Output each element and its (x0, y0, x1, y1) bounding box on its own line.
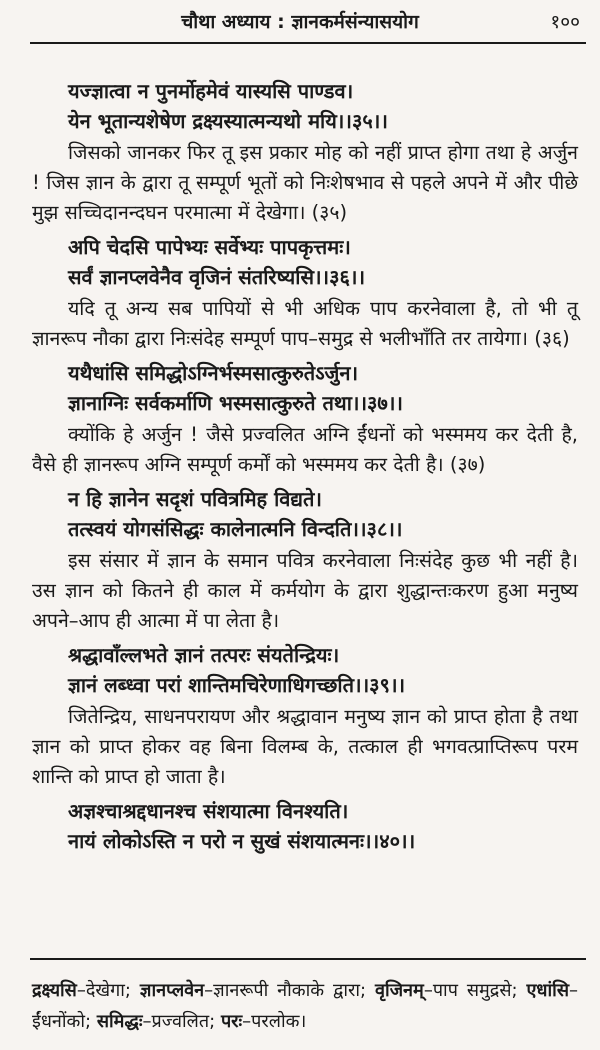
verse-line: यज्ज्ञात्वा न पुनर्मोहमेवं यास्यसि पाण्डव। (68, 79, 354, 103)
verse-line: यथैधांसि समिद्धोऽग्निर्भस्मसात्कुरुतेऽर्जुन। (68, 361, 359, 385)
verse-block (32, 76, 578, 228)
glossary-term: एधांसि (526, 980, 569, 1001)
verse-line: अज्ञश्चाश्रद्दधानश्च संशयात्मा विनश्यति। (68, 799, 349, 823)
verse-translation: जिसको जानकर फिर तू इस प्रकार मोह को नहीं प्राप्त होगा तथा हे अर्जुन ! जिस ज्ञान के द्वारा तू सम्पूर्ण भूतों को निःशेषभाव से पहले अपने में और पीछे मुझ सच्चिदानन्दघन परमात्मा में देखेगा। (३५) (32, 141, 578, 224)
glossary-term: द्रक्ष्यसि (32, 980, 77, 1001)
verse-line: तत्स्वयं योगसंसिद्धः कालेनात्मनि विन्दति।।३८।। (68, 517, 403, 541)
glossary-term: ज्ञानप्लवेन (139, 980, 205, 1001)
verse-block (32, 796, 578, 856)
verse-line: नायं लोकोऽस्ति न परो न सुखं संशयात्मनः।।४०।। (68, 829, 416, 853)
header-rule (30, 42, 586, 44)
verse-line: ज्ञानाग्निः सर्वकर्माणि भस्मसात्कुरुते तथा।।३७।। (68, 391, 403, 415)
verse-line: न हि ज्ञानेन सदृशं पवित्रमिह विद्यते। (68, 487, 322, 511)
verse-line: ज्ञानं लब्ध्वा परां शान्तिमचिरेणाधिगच्छति।।३९।। (68, 673, 406, 697)
verse-block (32, 640, 578, 792)
glossary-term: समिद्धः (96, 1011, 143, 1032)
page-number: १०० (550, 11, 580, 33)
glossary-meaning: –परलोक। (242, 1011, 307, 1032)
verse-line: अपि चेदसि पापेभ्यः सर्वेभ्यः पापकृत्तमः। (68, 235, 351, 259)
verse-line: येन भूतान्यशेषेण द्रक्ष्यस्यात्मन्यथो मयि।।३५।। (68, 109, 388, 133)
glossary-term: वृजिनम् (375, 980, 424, 1001)
glossary-meaning: –ज्ञानरूपी नौकाके द्वारा; (204, 980, 376, 1001)
verse-block (32, 484, 578, 636)
page-header (0, 0, 600, 42)
verse-translation: जितेन्द्रिय, साधनपरायण और श्रद्धावान मनुष्य ज्ञान को प्राप्त होता है तथा ज्ञान को प्राप्त होकर वह बिना विलम्ब के, तत्काल ही भगवत्प्राप्तिरूप परम शान्ति को प्राप्त हो जाता है। (32, 705, 578, 788)
glossary-meaning: –देखेगा; (76, 980, 140, 1001)
footnote-rule (30, 958, 586, 960)
glossary-meaning: –प्रज्वलित; (142, 1011, 221, 1032)
glossary-meaning: –ईंधनोंको; (32, 980, 578, 1032)
word-glossary (32, 975, 578, 1037)
main-text (32, 76, 578, 856)
verse-block (32, 232, 578, 354)
verse-translation: इस संसार में ज्ञान के समान पवित्र करनेवाला निःसंदेह कुछ भी नहीं है। उस ज्ञान को कितने ही काल में कर्मयोग के द्वारा शुद्धान्तःकरण हुआ मनुष्य अपने–आप ही आत्मा में पा लेता है। (32, 549, 578, 632)
verse-line: श्रद्धावाँल्लभते ज्ञानं तत्परः संयतेन्द्रियः। (68, 643, 340, 667)
chapter-title: चौथा अध्याय : ज्ञानकर्मसंन्यासयोग (181, 11, 419, 33)
verse-line: सर्वं ज्ञानप्लवेनैव वृजिनं संतरिष्यसि।।३६।। (68, 265, 366, 289)
glossary-term: परः (220, 1011, 243, 1032)
glossary-meaning: –पाप समुद्रसे; (423, 980, 527, 1001)
verse-block (32, 358, 578, 480)
verse-translation: यदि तू अन्य सब पापियों से भी अधिक पाप करनेवाला है, तो भी तू ज्ञानरूप नौका द्वारा निःसंदेह सम्पूर्ण पाप–समुद्र से भलीभाँति तर तायेगा। (३६) (32, 297, 578, 350)
verse-translation: क्योंकि हे अर्जुन ! जैसे प्रज्वलित अग्नि ईंधनों को भस्ममय कर देती है, वैसे ही ज्ञानरूप अग्नि सम्पूर्ण कर्मों को भस्ममय कर देती है। (३७) (32, 423, 578, 476)
